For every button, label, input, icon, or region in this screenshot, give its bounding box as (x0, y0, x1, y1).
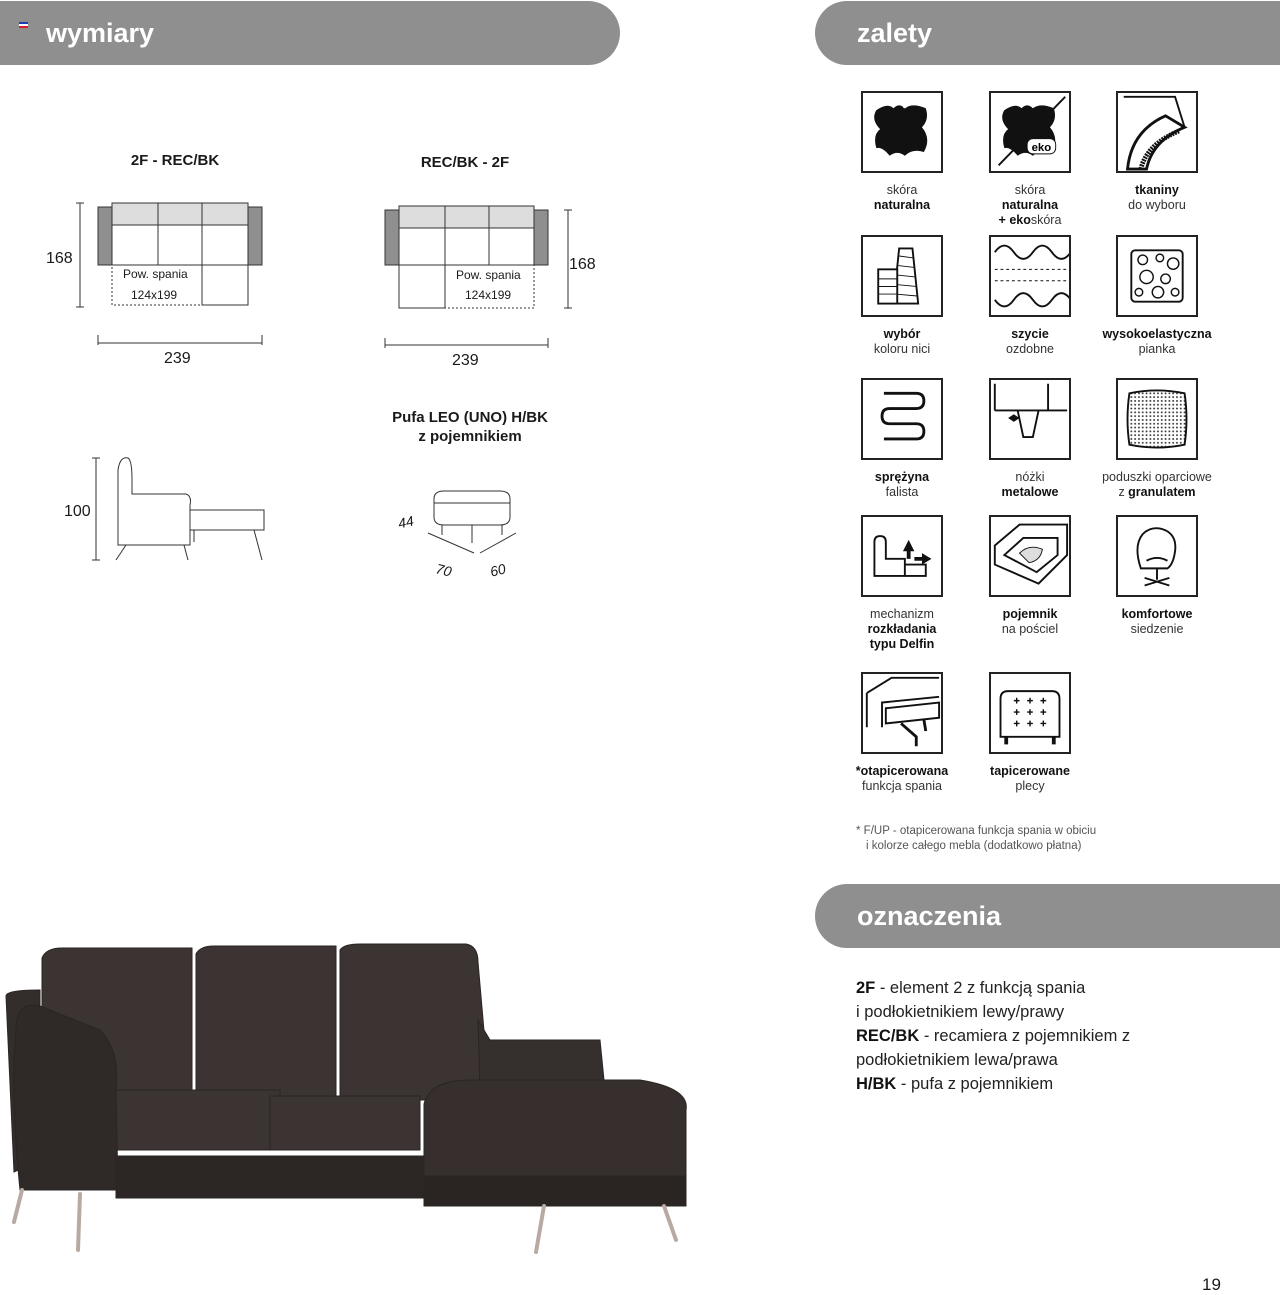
diagram-left-title: 2F - REC/BK (130, 152, 220, 169)
legend-line: REC/BK - recamiera z pojemnikiem z (856, 1027, 1131, 1045)
feature-egg-chair: komfortowe siedzenie (1093, 515, 1221, 637)
leather-icon (863, 93, 941, 171)
metal-leg-icon (991, 380, 1069, 458)
feature-fabric: tkaniny do wyboru (1093, 91, 1221, 213)
depth-label-left: 168 (46, 250, 73, 267)
width-label-right: 239 (452, 352, 479, 369)
header-zalety-label: zalety (857, 18, 933, 48)
pouf-title (370, 408, 570, 446)
diagram-right-title: REC/BK - 2F (420, 154, 510, 171)
width-label-left: 239 (164, 350, 191, 367)
spring-icon (863, 380, 941, 458)
sleep-label-left: Pow. spania (123, 267, 188, 281)
feature-granulate-cushion: poduszki oparciowe z granulatem (1093, 378, 1221, 500)
pouf-title-line-2: z pojemnikiem (418, 428, 522, 445)
pouf-height-label: 44 (396, 512, 416, 532)
sleep-label-right: Pow. spania (456, 268, 521, 282)
fabric-icon (1118, 93, 1196, 171)
thread-icon (863, 237, 941, 315)
feature-mechanism: mechanizm rozkładania typu Delfin (838, 515, 966, 652)
sleep-size-right: 124x199 (465, 288, 512, 302)
sofa-side-profile (90, 450, 275, 570)
legend-line: H/BK - pufa z pojemnikiem (856, 1075, 1054, 1093)
mechanism-icon (863, 517, 941, 595)
legend-line: i podłokietnikiem lewy/prawy (856, 1003, 1065, 1021)
header-zalety (815, 1, 1280, 65)
feature-eco-leather: eko skóra naturalna + ekoskóra (966, 91, 1094, 228)
feature-metal-leg: nóżki metalowe (966, 378, 1094, 500)
page-number: 19 (1202, 1275, 1221, 1294)
pouf-width-label: 70 (434, 560, 454, 580)
upholstered-back-icon (991, 674, 1069, 752)
footnote: * F/UP - otapicerowana funkcja spania w obiciu i kolorze całego mebla (dodatkowo płatna) (856, 825, 1097, 852)
feature-foam: wysokoelastyczna pianka (1093, 235, 1221, 357)
granulate-cushion-icon (1118, 380, 1196, 458)
pouf-depth-label: 60 (488, 560, 508, 580)
storage-icon (991, 517, 1069, 595)
depth-label-right: 168 (569, 256, 596, 273)
pouf-title-line-1: Pufa LEO (UNO) H/BK (392, 409, 548, 426)
stitching-icon (991, 237, 1069, 315)
header-wymiary (0, 1, 620, 65)
flag-icon (19, 22, 28, 29)
header-oznaczenia-label: oznaczenia (857, 901, 1002, 931)
header-wymiary-label: wymiary (46, 18, 155, 48)
feature-thread: wybór koloru nici (838, 235, 966, 357)
foam-icon (1118, 237, 1196, 315)
svg-text:eko: eko (1031, 142, 1052, 155)
upholstered-sleep-icon (863, 674, 941, 752)
feature-upholstered-back: tapicerowane plecy (966, 672, 1094, 794)
egg-chair-icon (1118, 517, 1196, 595)
feature-upholstered-sleep: *otapicerowana funkcja spania (838, 672, 966, 794)
legend (856, 976, 1130, 1096)
sleep-size-left: 124x199 (131, 288, 178, 302)
feature-storage: pojemnik na pościel (966, 515, 1094, 637)
pouf-diagram (420, 485, 530, 565)
legend-line: podłokietnikiem lewa/prawa (856, 1051, 1058, 1069)
header-oznaczenia (815, 884, 1280, 948)
height-label: 100 (64, 503, 91, 520)
feature-leather: skóra naturalna (838, 91, 966, 213)
eco-leather-icon (991, 93, 1069, 171)
feature-spring: sprężyna falista (838, 378, 966, 500)
legend-line: 2F - element 2 z funkcją spania (856, 979, 1086, 997)
feature-stitching: szycie ozdobne (966, 235, 1094, 357)
sofa-photo (0, 940, 700, 1260)
